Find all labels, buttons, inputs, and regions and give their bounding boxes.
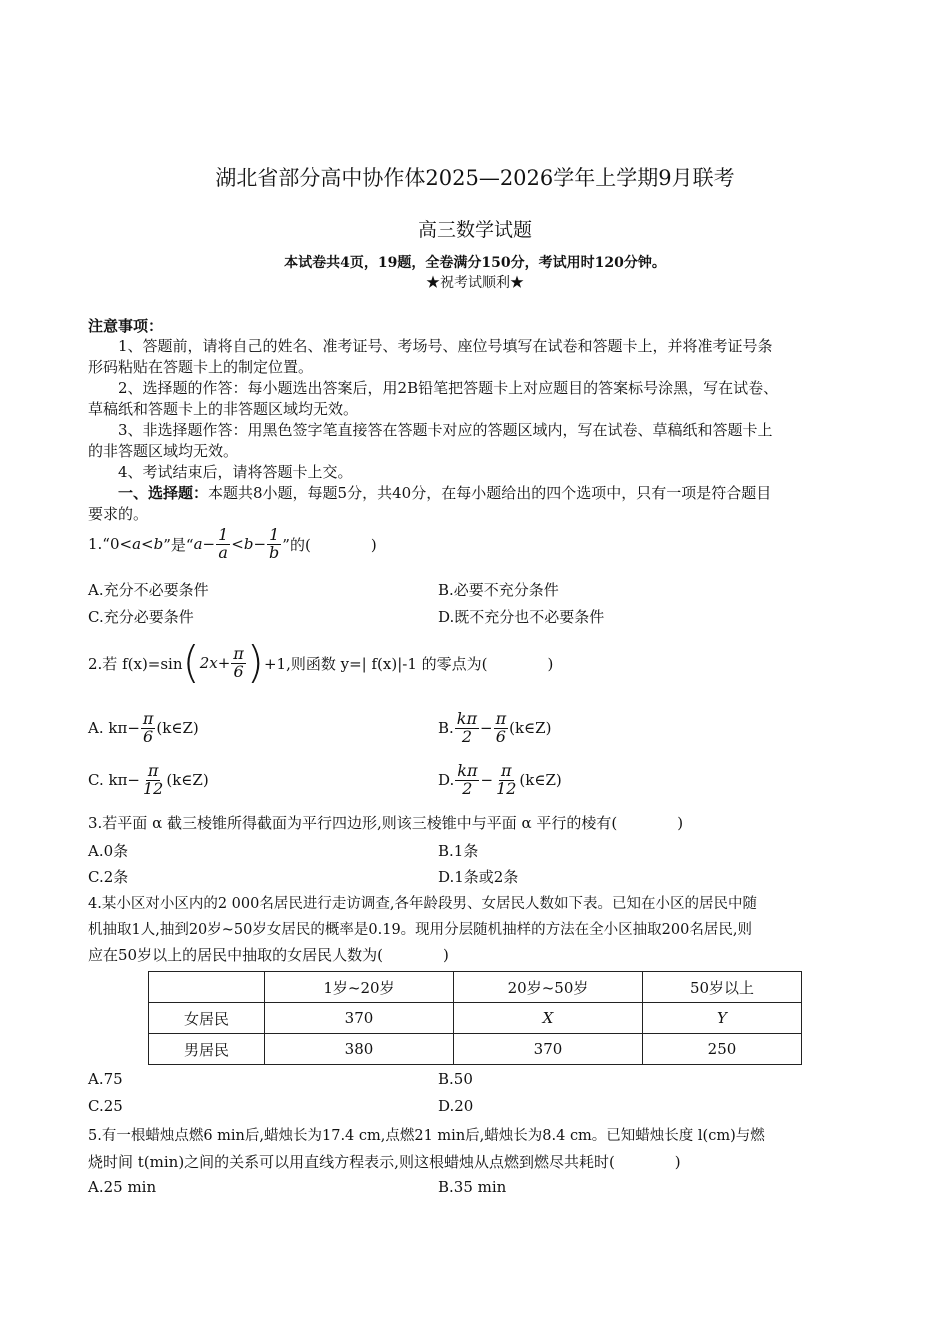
section-1-desc-line-2: 要求的。 — [88, 505, 149, 523]
notice-item-3-line-2: 的非答题区域均无效。 — [88, 442, 239, 460]
exam-info: 本试卷共4页，19题，全卷满分150分，考试用时120分钟。 — [284, 255, 666, 271]
q3-option-c: C.2条 — [88, 868, 129, 886]
section-1-desc: 本题共8小题，每题5分，共40分，在每小题给出的四个选项中，只有一项是符合题目 — [208, 484, 772, 502]
q1-option-a: A.充分不必要条件 — [88, 581, 209, 599]
q2-option-c: C. kπ− $\frac{\pi}{12}$ (k∈Z) — [88, 760, 209, 798]
q1-option-b: B.必要不充分条件 — [438, 581, 559, 599]
q4-option-a: A.75 — [88, 1070, 123, 1088]
table-header-cell: 50岁以上 — [643, 972, 802, 1003]
notice-item-1-line-2: 形码粘贴在答题卡上的制定位置。 — [88, 358, 314, 376]
fraction-1-over-a: $\frac{1}{a}$ — [218, 524, 229, 562]
question-3-stem: 3.若平面 α 截三棱锥所得截面为平行四边形,则该三棱锥中与平面 α 平行的棱有( ) — [88, 814, 684, 832]
table-cell: 370 — [265, 1003, 454, 1034]
fraction-pi-over-6: $\frac{\pi}{6}$ — [233, 643, 244, 681]
notice-item-1-line-1: 1、答题前，请将自己的姓名、准考证号、考场号、座位号填写在试卷和答题卡上，并将准考证号条 — [118, 337, 773, 355]
section-1-intro — [118, 482, 771, 503]
table-header-cell: 1岁~20岁 — [265, 972, 454, 1003]
notice-item-4: 4、考试结束后，请将答题卡上交。 — [118, 463, 353, 481]
q4-option-d: D.20 — [438, 1097, 474, 1115]
table-header-cell: 20岁~50岁 — [454, 972, 643, 1003]
question-4-line-3: 应在50岁以上的居民中抽取的女居民人数为( ) — [88, 946, 449, 964]
q5-option-a: A.25 min — [88, 1178, 157, 1196]
table-cell: 250 — [643, 1034, 802, 1065]
table-cell: Y — [643, 1003, 802, 1034]
table-cell: 380 — [265, 1034, 454, 1065]
question-1-stem: 1.“0< a < b ”是“ a − $\frac{1}{a}$ <b− $\frac{1}{b}$ ”的( ) — [88, 524, 377, 562]
exam-wish: ★祝考试顺利★ — [426, 275, 524, 291]
section-1-heading: 一、选择题： — [118, 484, 209, 502]
q4-option-c: C.25 — [88, 1097, 123, 1115]
question-4-line-2: 机抽取1人,抽到20岁~50岁女居民的概率是0.19。现用分层随机抽样的方法在全小区抽取200名居民,则 — [88, 922, 752, 938]
table-header-cell — [149, 972, 265, 1003]
question-2-stem: 2.若 f(x)=sin ( 2x+ $\frac{\pi}{6}$ ) +1,则函数 y=| f(x)|-1 的零点为( ) — [88, 637, 554, 688]
q2-option-a: A. kπ− $\frac{\pi}{6}$ (k∈Z) — [88, 708, 199, 746]
question-4-line-1: 4.某小区对小区内的2 000名居民进行走访调查,各年龄段男、女居民人数如下表。已知在小区的居民中随 — [88, 896, 757, 912]
table-cell: 女居民 — [149, 1003, 265, 1034]
question-5-line-2: 烧时间 t(min)之间的关系可以用直线方程表示,则这根蜡烛从点燃到燃尽共耗时( ) — [88, 1153, 681, 1171]
fraction-1-over-b: $\frac{1}{b}$ — [269, 524, 280, 562]
q2-option-b: B. $\frac{k\pi}{2}$ − $\frac{\pi}{6}$ (k∈Z) — [438, 708, 552, 746]
exam-subtitle: 高三数学试题 — [417, 219, 532, 241]
q2-option-d: D. $\frac{k\pi}{2}$ − $\frac{\pi}{12}$ (k∈Z) — [438, 760, 562, 798]
table-row — [149, 1034, 802, 1065]
notice-item-2-line-2: 草稿纸和答题卡上的非答题区域均无效。 — [88, 400, 359, 418]
q3-option-d: D.1条或2条 — [438, 868, 519, 886]
table-cell: 男居民 — [149, 1034, 265, 1065]
q4-option-b: B.50 — [438, 1070, 473, 1088]
table-cell: 370 — [454, 1034, 643, 1065]
notice-item-2-line-1: 2、选择题的作答：每小题选出答案后，用2B铅笔把答题卡上对应题目的答案标号涂黑，写在试卷、 — [118, 379, 779, 397]
notice-heading: 注意事项： — [88, 317, 164, 335]
q5-option-b: B.35 min — [438, 1178, 507, 1196]
exam-title: 湖北省部分高中协作体2025—2026学年上学期9月联考 — [215, 166, 735, 190]
question-5-line-1: 5.有一根蜡烛点燃6 min后,蜡烛长为17.4 cm,点燃21 min后,蜡烛长为8.4 cm。已知蜡烛长度 l(cm)与燃 — [88, 1128, 765, 1144]
notice-item-3-line-1: 3、非选择题作答：用黑色签字笔直接答在答题卡对应的答题区域内，写在试卷、草稿纸和答题卡上 — [118, 421, 773, 439]
table-header-row — [149, 972, 802, 1003]
table-row — [149, 1003, 802, 1034]
resident-table — [148, 971, 802, 1065]
q1-option-c: C.充分必要条件 — [88, 608, 194, 626]
q3-option-a: A.0条 — [88, 842, 129, 860]
q3-option-b: B.1条 — [438, 842, 479, 860]
table-cell: X — [454, 1003, 643, 1034]
q1-option-d: D.既不充分也不必要条件 — [438, 608, 605, 626]
